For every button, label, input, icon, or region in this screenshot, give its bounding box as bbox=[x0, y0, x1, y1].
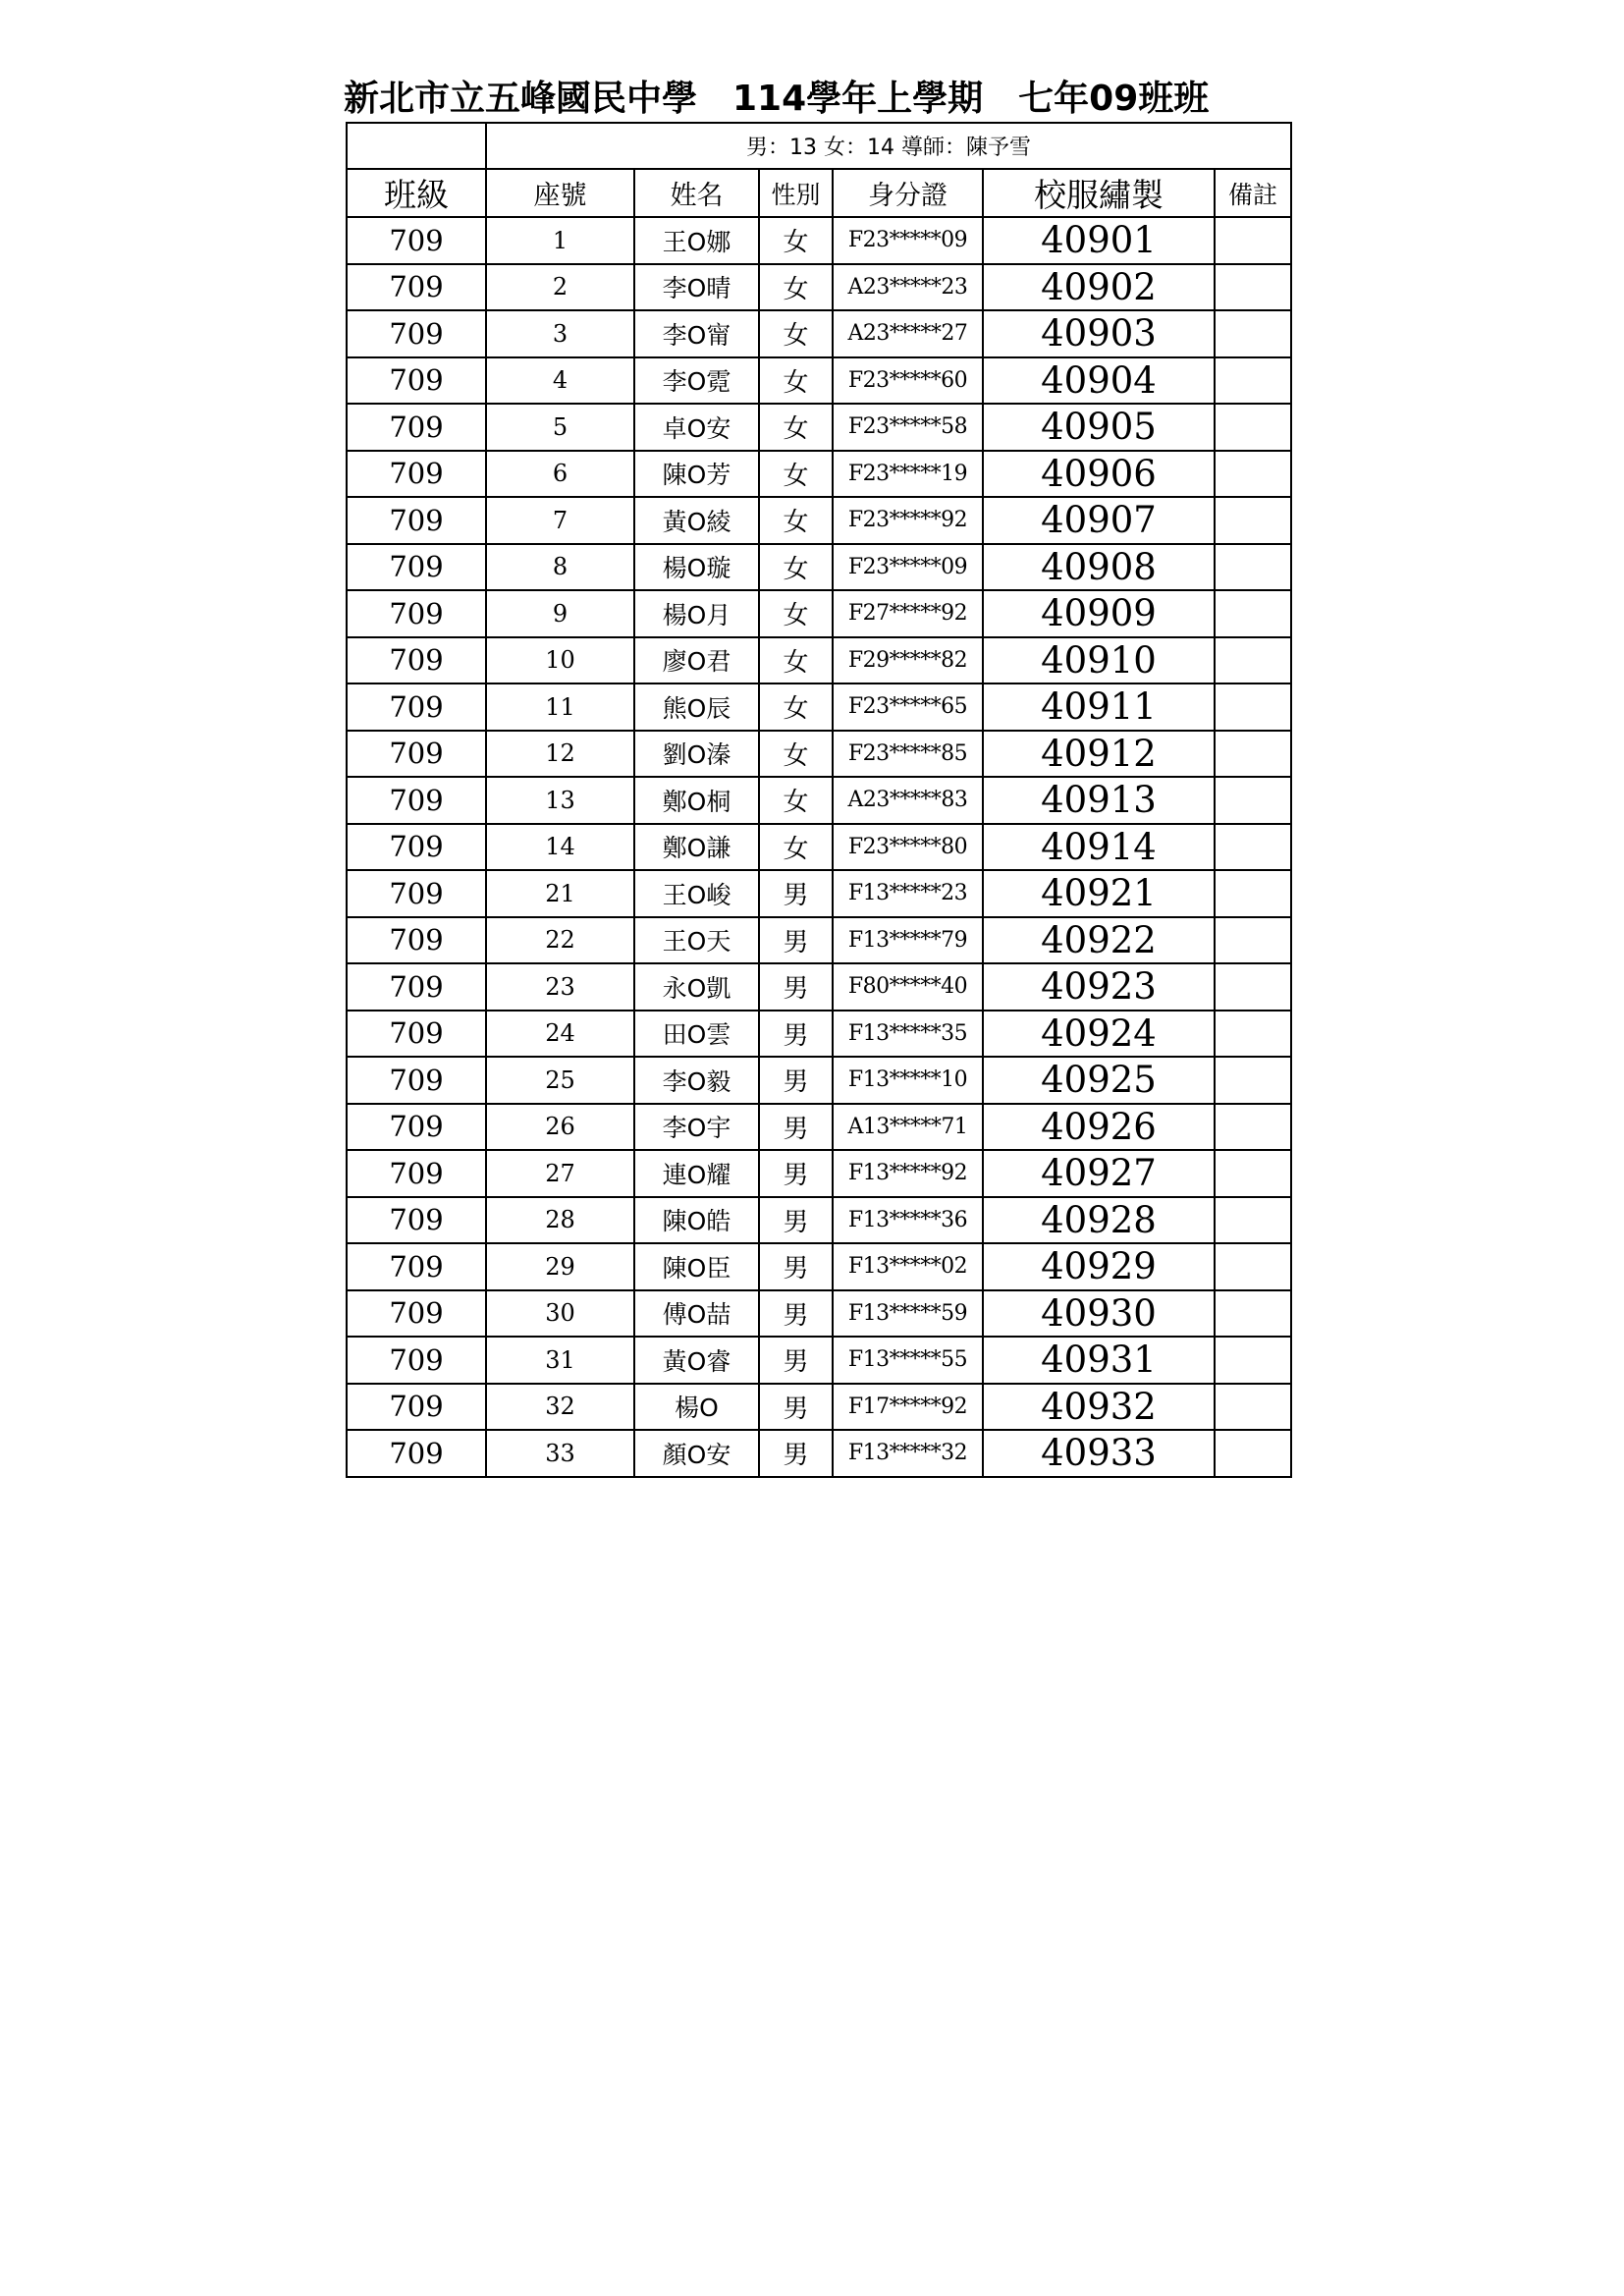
name-cell: 李O晴 bbox=[634, 264, 759, 311]
seat-cell: 24 bbox=[486, 1011, 634, 1058]
class-cell: 709 bbox=[347, 1011, 486, 1058]
notes-cell bbox=[1215, 637, 1291, 684]
seat-cell: 8 bbox=[486, 544, 634, 591]
table-row bbox=[347, 637, 1291, 684]
table-row bbox=[347, 590, 1291, 637]
table-row bbox=[347, 1290, 1291, 1338]
class-cell: 709 bbox=[347, 1197, 486, 1244]
seat-cell: 28 bbox=[486, 1197, 634, 1244]
gender-cell: 女 bbox=[759, 683, 833, 731]
gender-cell: 女 bbox=[759, 544, 833, 591]
header-gender: 性別 bbox=[759, 169, 833, 217]
table-row bbox=[347, 1243, 1291, 1290]
seat-cell: 27 bbox=[486, 1150, 634, 1197]
id-cell: F23*****80 bbox=[833, 824, 983, 871]
id-cell: F29*****82 bbox=[833, 637, 983, 684]
uniform-cell: 40902 bbox=[983, 264, 1215, 311]
class-cell: 709 bbox=[347, 497, 486, 544]
gender-cell: 女 bbox=[759, 590, 833, 637]
name-cell: 黃O睿 bbox=[634, 1337, 759, 1384]
class-cell: 709 bbox=[347, 777, 486, 824]
uniform-cell: 40908 bbox=[983, 544, 1215, 591]
class-cell: 709 bbox=[347, 824, 486, 871]
seat-cell: 6 bbox=[486, 451, 634, 498]
notes-cell bbox=[1215, 404, 1291, 451]
table-row bbox=[347, 870, 1291, 917]
notes-cell bbox=[1215, 870, 1291, 917]
seat-cell: 9 bbox=[486, 590, 634, 637]
table-row bbox=[347, 217, 1291, 264]
seat-cell: 1 bbox=[486, 217, 634, 264]
table-row bbox=[347, 824, 1291, 871]
name-cell: 王O娜 bbox=[634, 217, 759, 264]
table-row bbox=[347, 683, 1291, 731]
notes-cell bbox=[1215, 777, 1291, 824]
header-notes: 備註 bbox=[1215, 169, 1291, 217]
uniform-cell: 40922 bbox=[983, 917, 1215, 964]
name-cell: 李O甯 bbox=[634, 310, 759, 357]
table-row bbox=[347, 264, 1291, 311]
table-row bbox=[347, 1337, 1291, 1384]
notes-cell bbox=[1215, 1011, 1291, 1058]
id-cell: A23*****23 bbox=[833, 264, 983, 311]
uniform-cell: 40913 bbox=[983, 777, 1215, 824]
uniform-cell: 40906 bbox=[983, 451, 1215, 498]
seat-cell: 30 bbox=[486, 1290, 634, 1338]
header-id: 身分證 bbox=[833, 169, 983, 217]
gender-cell: 女 bbox=[759, 264, 833, 311]
uniform-cell: 40914 bbox=[983, 824, 1215, 871]
seat-cell: 3 bbox=[486, 310, 634, 357]
class-cell: 709 bbox=[347, 917, 486, 964]
id-cell: F80*****40 bbox=[833, 963, 983, 1011]
seat-cell: 33 bbox=[486, 1430, 634, 1477]
class-cell: 709 bbox=[347, 404, 486, 451]
id-cell: F13*****02 bbox=[833, 1243, 983, 1290]
class-cell: 709 bbox=[347, 683, 486, 731]
class-cell: 709 bbox=[347, 217, 486, 264]
uniform-cell: 40921 bbox=[983, 870, 1215, 917]
id-cell: F13*****32 bbox=[833, 1430, 983, 1477]
gender-cell: 男 bbox=[759, 1104, 833, 1151]
gender-cell: 女 bbox=[759, 731, 833, 778]
notes-cell bbox=[1215, 1243, 1291, 1290]
name-cell: 李O霓 bbox=[634, 357, 759, 405]
class-cell: 709 bbox=[347, 357, 486, 405]
class-cell: 709 bbox=[347, 1384, 486, 1431]
name-cell: 鄭O桐 bbox=[634, 777, 759, 824]
page-title: 新北市立五峰國民中學 114學年上學期 七年09班班 bbox=[344, 79, 1210, 119]
class-cell: 709 bbox=[347, 590, 486, 637]
seat-cell: 25 bbox=[486, 1057, 634, 1104]
uniform-cell: 40904 bbox=[983, 357, 1215, 405]
class-cell: 709 bbox=[347, 870, 486, 917]
gender-cell: 男 bbox=[759, 1243, 833, 1290]
id-cell: A13*****71 bbox=[833, 1104, 983, 1151]
notes-cell bbox=[1215, 1290, 1291, 1338]
class-summary: 男：13 女：14 導師：陳予雪 bbox=[486, 123, 1291, 169]
uniform-cell: 40933 bbox=[983, 1430, 1215, 1477]
class-cell: 709 bbox=[347, 264, 486, 311]
gender-cell: 男 bbox=[759, 1197, 833, 1244]
id-cell: F13*****79 bbox=[833, 917, 983, 964]
seat-cell: 13 bbox=[486, 777, 634, 824]
name-cell: 楊O月 bbox=[634, 590, 759, 637]
gender-cell: 男 bbox=[759, 1337, 833, 1384]
class-cell: 709 bbox=[347, 731, 486, 778]
uniform-cell: 40901 bbox=[983, 217, 1215, 264]
id-cell: F23*****60 bbox=[833, 357, 983, 405]
notes-cell bbox=[1215, 683, 1291, 731]
id-cell: F13*****55 bbox=[833, 1337, 983, 1384]
notes-cell bbox=[1215, 917, 1291, 964]
uniform-cell: 40912 bbox=[983, 731, 1215, 778]
notes-cell bbox=[1215, 1430, 1291, 1477]
uniform-cell: 40923 bbox=[983, 963, 1215, 1011]
header-row bbox=[347, 169, 1291, 217]
name-cell: 熊O辰 bbox=[634, 683, 759, 731]
notes-cell bbox=[1215, 357, 1291, 405]
name-cell: 傅O喆 bbox=[634, 1290, 759, 1338]
summary-blank-cell bbox=[347, 123, 486, 169]
uniform-cell: 40911 bbox=[983, 683, 1215, 731]
id-cell: F27*****92 bbox=[833, 590, 983, 637]
notes-cell bbox=[1215, 731, 1291, 778]
id-cell: F13*****35 bbox=[833, 1011, 983, 1058]
notes-cell bbox=[1215, 1057, 1291, 1104]
name-cell: 楊O bbox=[634, 1384, 759, 1431]
gender-cell: 女 bbox=[759, 310, 833, 357]
gender-cell: 女 bbox=[759, 357, 833, 405]
name-cell: 陳O芳 bbox=[634, 451, 759, 498]
table-row bbox=[347, 544, 1291, 591]
name-cell: 李O宇 bbox=[634, 1104, 759, 1151]
notes-cell bbox=[1215, 590, 1291, 637]
class-cell: 709 bbox=[347, 637, 486, 684]
uniform-cell: 40932 bbox=[983, 1384, 1215, 1431]
uniform-cell: 40910 bbox=[983, 637, 1215, 684]
gender-cell: 男 bbox=[759, 963, 833, 1011]
gender-cell: 男 bbox=[759, 1011, 833, 1058]
notes-cell bbox=[1215, 217, 1291, 264]
seat-cell: 11 bbox=[486, 683, 634, 731]
uniform-cell: 40927 bbox=[983, 1150, 1215, 1197]
class-cell: 709 bbox=[347, 544, 486, 591]
name-cell: 永O凱 bbox=[634, 963, 759, 1011]
gender-cell: 男 bbox=[759, 1430, 833, 1477]
seat-cell: 26 bbox=[486, 1104, 634, 1151]
gender-cell: 女 bbox=[759, 637, 833, 684]
header-name: 姓名 bbox=[634, 169, 759, 217]
id-cell: F17*****92 bbox=[833, 1384, 983, 1431]
notes-cell bbox=[1215, 963, 1291, 1011]
uniform-cell: 40928 bbox=[983, 1197, 1215, 1244]
gender-cell: 男 bbox=[759, 917, 833, 964]
gender-cell: 女 bbox=[759, 824, 833, 871]
notes-cell bbox=[1215, 1150, 1291, 1197]
class-cell: 709 bbox=[347, 1104, 486, 1151]
seat-cell: 31 bbox=[486, 1337, 634, 1384]
seat-cell: 14 bbox=[486, 824, 634, 871]
table-row bbox=[347, 1384, 1291, 1431]
id-cell: F23*****92 bbox=[833, 497, 983, 544]
seat-cell: 7 bbox=[486, 497, 634, 544]
seat-cell: 2 bbox=[486, 264, 634, 311]
table-row bbox=[347, 451, 1291, 498]
seat-cell: 10 bbox=[486, 637, 634, 684]
id-cell: A23*****27 bbox=[833, 310, 983, 357]
notes-cell bbox=[1215, 1197, 1291, 1244]
header-seat: 座號 bbox=[486, 169, 634, 217]
notes-cell bbox=[1215, 1337, 1291, 1384]
uniform-cell: 40930 bbox=[983, 1290, 1215, 1338]
notes-cell bbox=[1215, 451, 1291, 498]
id-cell: F23*****65 bbox=[833, 683, 983, 731]
uniform-cell: 40925 bbox=[983, 1057, 1215, 1104]
notes-cell bbox=[1215, 1384, 1291, 1431]
seat-cell: 23 bbox=[486, 963, 634, 1011]
uniform-cell: 40924 bbox=[983, 1011, 1215, 1058]
notes-cell bbox=[1215, 824, 1291, 871]
name-cell: 陳O皓 bbox=[634, 1197, 759, 1244]
gender-cell: 女 bbox=[759, 217, 833, 264]
id-cell: F23*****09 bbox=[833, 544, 983, 591]
seat-cell: 4 bbox=[486, 357, 634, 405]
uniform-cell: 40909 bbox=[983, 590, 1215, 637]
name-cell: 楊O璇 bbox=[634, 544, 759, 591]
seat-cell: 12 bbox=[486, 731, 634, 778]
id-cell: F13*****59 bbox=[833, 1290, 983, 1338]
gender-cell: 女 bbox=[759, 451, 833, 498]
name-cell: 連O耀 bbox=[634, 1150, 759, 1197]
table-row bbox=[347, 1150, 1291, 1197]
header-uniform: 校服繡製 bbox=[983, 169, 1215, 217]
gender-cell: 女 bbox=[759, 404, 833, 451]
name-cell: 鄭O謙 bbox=[634, 824, 759, 871]
class-cell: 709 bbox=[347, 451, 486, 498]
uniform-cell: 40931 bbox=[983, 1337, 1215, 1384]
class-cell: 709 bbox=[347, 1337, 486, 1384]
class-cell: 709 bbox=[347, 1430, 486, 1477]
name-cell: 顏O安 bbox=[634, 1430, 759, 1477]
uniform-cell: 40929 bbox=[983, 1243, 1215, 1290]
table-row bbox=[347, 917, 1291, 964]
notes-cell bbox=[1215, 1104, 1291, 1151]
seat-cell: 32 bbox=[486, 1384, 634, 1431]
table-row bbox=[347, 963, 1291, 1011]
uniform-cell: 40907 bbox=[983, 497, 1215, 544]
notes-cell bbox=[1215, 497, 1291, 544]
class-cell: 709 bbox=[347, 1243, 486, 1290]
gender-cell: 男 bbox=[759, 870, 833, 917]
class-cell: 709 bbox=[347, 1150, 486, 1197]
name-cell: 劉O溱 bbox=[634, 731, 759, 778]
seat-cell: 22 bbox=[486, 917, 634, 964]
id-cell: F13*****10 bbox=[833, 1057, 983, 1104]
table-row bbox=[347, 1011, 1291, 1058]
table-row bbox=[347, 777, 1291, 824]
table-row bbox=[347, 1057, 1291, 1104]
name-cell: 王O天 bbox=[634, 917, 759, 964]
name-cell: 田O雲 bbox=[634, 1011, 759, 1058]
header-class: 班級 bbox=[347, 169, 486, 217]
class-cell: 709 bbox=[347, 310, 486, 357]
gender-cell: 女 bbox=[759, 777, 833, 824]
seat-cell: 5 bbox=[486, 404, 634, 451]
id-cell: F23*****85 bbox=[833, 731, 983, 778]
name-cell: 卓O安 bbox=[634, 404, 759, 451]
gender-cell: 男 bbox=[759, 1057, 833, 1104]
table-row bbox=[347, 1430, 1291, 1477]
id-cell: F23*****19 bbox=[833, 451, 983, 498]
name-cell: 陳O臣 bbox=[634, 1243, 759, 1290]
uniform-cell: 40903 bbox=[983, 310, 1215, 357]
uniform-cell: 40926 bbox=[983, 1104, 1215, 1151]
id-cell: F23*****58 bbox=[833, 404, 983, 451]
name-cell: 李O毅 bbox=[634, 1057, 759, 1104]
table-row bbox=[347, 404, 1291, 451]
table-row bbox=[347, 357, 1291, 405]
id-cell: F23*****09 bbox=[833, 217, 983, 264]
name-cell: 廖O君 bbox=[634, 637, 759, 684]
gender-cell: 男 bbox=[759, 1150, 833, 1197]
gender-cell: 男 bbox=[759, 1290, 833, 1338]
id-cell: F13*****92 bbox=[833, 1150, 983, 1197]
table-row bbox=[347, 1197, 1291, 1244]
uniform-cell: 40905 bbox=[983, 404, 1215, 451]
table-row bbox=[347, 310, 1291, 357]
id-cell: F13*****36 bbox=[833, 1197, 983, 1244]
notes-cell bbox=[1215, 264, 1291, 311]
table-row bbox=[347, 731, 1291, 778]
class-cell: 709 bbox=[347, 1290, 486, 1338]
gender-cell: 男 bbox=[759, 1384, 833, 1431]
name-cell: 黃O綾 bbox=[634, 497, 759, 544]
class-cell: 709 bbox=[347, 1057, 486, 1104]
seat-cell: 29 bbox=[486, 1243, 634, 1290]
table-row bbox=[347, 497, 1291, 544]
name-cell: 王O峻 bbox=[634, 870, 759, 917]
id-cell: F13*****23 bbox=[833, 870, 983, 917]
notes-cell bbox=[1215, 544, 1291, 591]
seat-cell: 21 bbox=[486, 870, 634, 917]
notes-cell bbox=[1215, 310, 1291, 357]
table-row bbox=[347, 1104, 1291, 1151]
summary-row bbox=[347, 123, 1291, 169]
id-cell: A23*****83 bbox=[833, 777, 983, 824]
student-roster-table bbox=[346, 122, 1292, 1478]
gender-cell: 女 bbox=[759, 497, 833, 544]
class-cell: 709 bbox=[347, 963, 486, 1011]
